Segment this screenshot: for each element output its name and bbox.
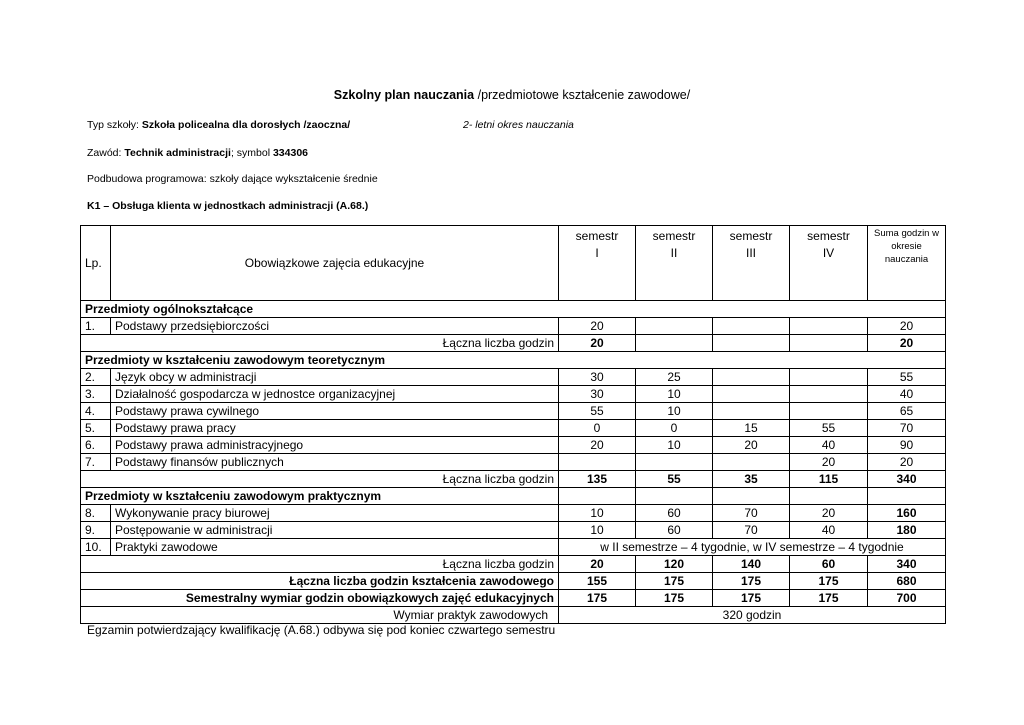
header-sem4	[790, 226, 868, 301]
row-lp: 10.	[81, 539, 111, 556]
sem4-number: IV	[822, 246, 835, 260]
row-sum: 180	[868, 522, 946, 539]
row-s1: 10	[559, 505, 636, 522]
qualification-title: K1 – Obsługa klienta w jednostkach administracji (A.68.)	[87, 200, 369, 212]
section-header	[81, 352, 946, 369]
empty-cell	[790, 488, 868, 505]
row-sum: 90	[868, 437, 946, 454]
total-s4: 115	[790, 471, 868, 488]
total-s4: 175	[790, 573, 868, 590]
total-s4	[790, 335, 868, 352]
table-row	[81, 403, 946, 420]
row-subject: Język obcy w administracji	[111, 369, 559, 386]
row-lp: 8.	[81, 505, 111, 522]
row-lp: 4.	[81, 403, 111, 420]
duration-note: 2- letni okres nauczania	[463, 119, 574, 131]
total-label: Łączna liczba godzin	[81, 556, 559, 573]
empty-cell	[636, 488, 713, 505]
row-lp: 2.	[81, 369, 111, 386]
row-s1: 20	[559, 318, 636, 335]
row-lp: 3.	[81, 386, 111, 403]
sem3-word: semestr	[729, 229, 773, 243]
practice-total-label: Wymiar praktyk zawodowych	[81, 607, 559, 624]
row-s1: 55	[559, 403, 636, 420]
header-sem1	[559, 226, 636, 301]
section3-title: Przedmioty w kształceniu zawodowym praktycznym	[81, 488, 559, 505]
row-sum: 55	[868, 369, 946, 386]
total-s1: 135	[559, 471, 636, 488]
row-subject: Postępowanie w administracji	[111, 522, 559, 539]
symbol-label: ; symbol	[230, 147, 273, 159]
total-label: Łączna liczba godzin	[81, 471, 559, 488]
header-subject: Obowiązkowe zajęcia edukacyjne	[111, 226, 559, 301]
table-row	[81, 454, 946, 471]
row-s3: 15	[713, 420, 790, 437]
table-header	[81, 226, 946, 301]
profession-name: Technik administracji	[124, 147, 231, 159]
total-sum: 20	[868, 335, 946, 352]
table-row	[81, 437, 946, 454]
table-row	[81, 318, 946, 335]
row-sum: 20	[868, 318, 946, 335]
row-lp: 7.	[81, 454, 111, 471]
row-s2	[636, 318, 713, 335]
exam-note: Egzamin potwierdzający kwalifikację (A.68.) odbywa się pod koniec czwartego semestru	[87, 623, 556, 637]
table-row	[81, 522, 946, 539]
row-subject: Praktyki zawodowe	[111, 539, 559, 556]
profession-line	[87, 147, 308, 159]
row-s4: 55	[790, 420, 868, 437]
row-s1	[559, 454, 636, 471]
table-row	[81, 539, 946, 556]
empty-cell	[713, 488, 790, 505]
curriculum-table	[80, 225, 946, 624]
total-s3: 175	[713, 573, 790, 590]
practice-total-row	[81, 607, 946, 624]
row-s3: 70	[713, 522, 790, 539]
row-s3	[713, 403, 790, 420]
sem2-number: II	[670, 246, 678, 260]
row-s2: 0	[636, 420, 713, 437]
row-s4: 40	[790, 437, 868, 454]
empty-cell	[559, 488, 636, 505]
row-s1: 20	[559, 437, 636, 454]
semester-total-row	[81, 590, 946, 607]
row-s2: 10	[636, 403, 713, 420]
row-subject: Działalność gospodarcza w jednostce organizacyjnej	[111, 386, 559, 403]
section-header	[81, 301, 946, 318]
section-header	[81, 488, 946, 505]
total-s2: 175	[636, 573, 713, 590]
vocational-total-label: Łączna liczba godzin kształcenia zawodowego	[81, 573, 559, 590]
total-s2: 120	[636, 556, 713, 573]
sem4-word: semestr	[807, 229, 850, 243]
row-s2: 60	[636, 505, 713, 522]
row-s1: 30	[559, 386, 636, 403]
header-sum: Suma godzin w okresie nauczania	[868, 226, 946, 301]
practice-total-value: 320 godzin	[559, 607, 946, 624]
row-s2: 10	[636, 437, 713, 454]
row-s2	[636, 454, 713, 471]
empty-cell	[868, 488, 946, 505]
row-s4	[790, 369, 868, 386]
row-s2: 10	[636, 386, 713, 403]
table-row	[81, 420, 946, 437]
total-s2: 55	[636, 471, 713, 488]
vocational-total-row	[81, 573, 946, 590]
sem1-word: semestr	[575, 229, 619, 243]
school-type-line	[87, 119, 350, 131]
total-s4: 60	[790, 556, 868, 573]
page-title	[0, 88, 1024, 102]
row-s3	[713, 386, 790, 403]
total-s1: 175	[559, 590, 636, 607]
total-row	[81, 471, 946, 488]
total-s3: 140	[713, 556, 790, 573]
row-s4	[790, 386, 868, 403]
row-s4	[790, 403, 868, 420]
row-lp: 1.	[81, 318, 111, 335]
row-s4: 40	[790, 522, 868, 539]
row-s3	[713, 454, 790, 471]
table-row	[81, 386, 946, 403]
row-sum: 65	[868, 403, 946, 420]
semester-total-label: Semestralny wymiar godzin obowiązkowych zajęć edukacyjnych	[81, 590, 559, 607]
header-sem3	[713, 226, 790, 301]
school-type-value: Szkoła policealna dla dorosłych /zaoczna/	[141, 119, 351, 131]
row-s4: 20	[790, 505, 868, 522]
sem2-word: semestr	[652, 229, 696, 243]
row-subject: Podstawy prawa administracyjnego	[111, 437, 559, 454]
row-s3	[713, 318, 790, 335]
row-sum: 40	[868, 386, 946, 403]
row-s4: 20	[790, 454, 868, 471]
row-lp: 9.	[81, 522, 111, 539]
sem3-number: III	[745, 246, 756, 260]
row-s2: 25	[636, 369, 713, 386]
row-s3: 20	[713, 437, 790, 454]
total-s3	[713, 335, 790, 352]
row-s3	[713, 369, 790, 386]
title-bold: Szkolny plan nauczania	[333, 88, 475, 102]
total-sum: 680	[868, 573, 946, 590]
total-s4: 175	[790, 590, 868, 607]
total-s1: 20	[559, 556, 636, 573]
row-sum: 70	[868, 420, 946, 437]
row-subject: Podstawy finansów publicznych	[111, 454, 559, 471]
header-sem2	[636, 226, 713, 301]
profession-label: Zawód:	[87, 147, 125, 159]
sem1-number: I	[595, 246, 599, 260]
row-lp: 5.	[81, 420, 111, 437]
total-label: Łączna liczba godzin	[81, 335, 559, 352]
row-s1: 0	[559, 420, 636, 437]
row-subject: Podstawy prawa cywilnego	[111, 403, 559, 420]
header-lp: Lp.	[81, 226, 111, 301]
total-s2	[636, 335, 713, 352]
profession-symbol: 334306	[272, 147, 309, 159]
row-s2: 60	[636, 522, 713, 539]
section2-title: Przedmioty w kształceniu zawodowym teoretycznym	[81, 352, 946, 369]
row-sum: 160	[868, 505, 946, 522]
school-type-label: Typ szkoły:	[87, 119, 142, 131]
table-row	[81, 505, 946, 522]
program-basis: Podbudowa programowa: szkoły dające wykształcenie średnie	[87, 173, 378, 185]
row-subject: Wykonywanie pracy biurowej	[111, 505, 559, 522]
table-row	[81, 369, 946, 386]
row-subject: Podstawy przedsiębiorczości	[111, 318, 559, 335]
row-s4	[790, 318, 868, 335]
section1-title: Przedmioty ogólnokształcące	[81, 301, 946, 318]
total-s1: 20	[559, 335, 636, 352]
row-s1: 10	[559, 522, 636, 539]
total-sum: 340	[868, 471, 946, 488]
row-s1: 30	[559, 369, 636, 386]
total-s3: 35	[713, 471, 790, 488]
row-s3: 70	[713, 505, 790, 522]
practice-note: w II semestrze – 4 tygodnie, w IV semestrze – 4 tygodnie	[559, 539, 946, 556]
row-subject: Podstawy prawa pracy	[111, 420, 559, 437]
row-sum: 20	[868, 454, 946, 471]
total-s1: 155	[559, 573, 636, 590]
total-row	[81, 335, 946, 352]
total-sum: 700	[868, 590, 946, 607]
title-rest: /przedmiotowe kształcenie zawodowe/	[474, 88, 691, 102]
total-s2: 175	[636, 590, 713, 607]
total-s3: 175	[713, 590, 790, 607]
row-lp: 6.	[81, 437, 111, 454]
total-sum: 340	[868, 556, 946, 573]
total-row	[81, 556, 946, 573]
